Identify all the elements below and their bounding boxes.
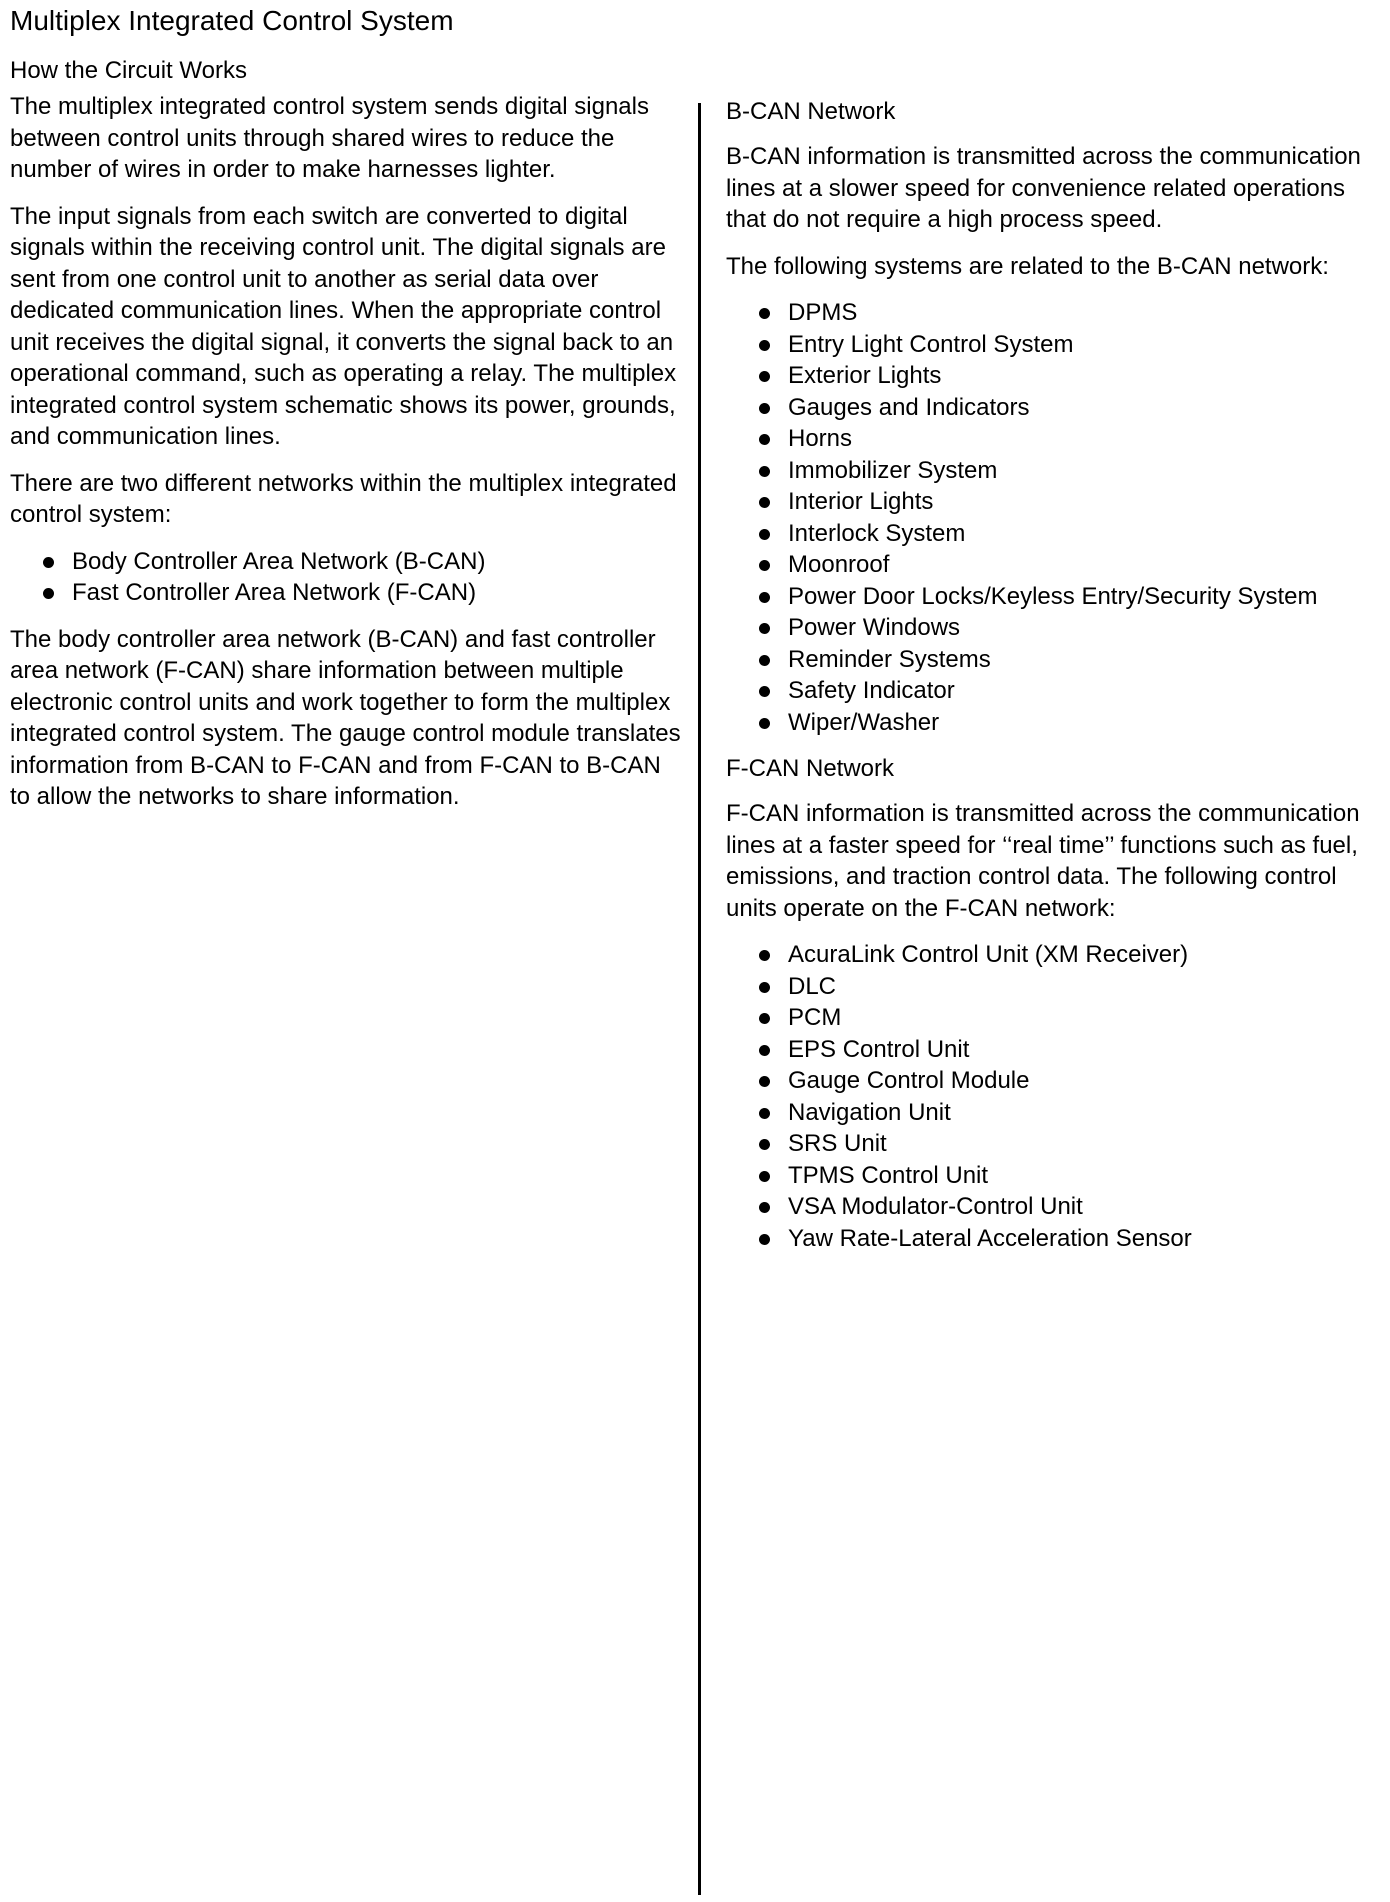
fcan-units-list xyxy=(726,939,1386,1254)
column-divider xyxy=(698,103,701,1895)
list-item: Immobilizer System xyxy=(726,455,1386,487)
list-item: Body Controller Area Network (B-CAN) xyxy=(10,546,686,578)
list-item: Exterior Lights xyxy=(726,360,1386,392)
left-column xyxy=(10,55,686,828)
list-item: DPMS xyxy=(726,297,1386,329)
network-list xyxy=(10,546,686,609)
list-item: PCM xyxy=(726,1002,1386,1034)
list-item: TPMS Control Unit xyxy=(726,1160,1386,1192)
paragraph-shared-info: The body controller area network (B-CAN) and fast controller area network (F-CAN) share information between multiple electronic control units and work together to form the multiplex integrated control system. The gauge control module translates information from B-CAN to F-CAN and from F-CAN to B-CAN to allow the networks to share information. xyxy=(10,625,681,810)
list-item: VSA Modulator-Control Unit xyxy=(726,1191,1386,1223)
list-item: DLC xyxy=(726,971,1386,1003)
list-item: Gauges and Indicators xyxy=(726,392,1386,424)
bcan-systems-list xyxy=(726,297,1386,738)
list-item: Reminder Systems xyxy=(726,644,1386,676)
list-item: Navigation Unit xyxy=(726,1097,1386,1129)
paragraph-networks-intro: There are two different networks within the multiplex integrated control system: xyxy=(10,469,677,528)
section-heading-how-circuit-works: How the Circuit Works xyxy=(10,57,247,84)
list-item: Interlock System xyxy=(726,518,1386,550)
paragraph-bcan-systems: The following systems are related to the B-CAN network: xyxy=(726,252,1329,280)
list-item: Moonroof xyxy=(726,549,1386,581)
list-item: Gauge Control Module xyxy=(726,1065,1386,1097)
list-item: Power Door Locks/Keyless Entry/Security System xyxy=(726,581,1386,613)
list-item: Safety Indicator xyxy=(726,675,1386,707)
right-column xyxy=(726,96,1386,1269)
list-item: Fast Controller Area Network (F-CAN) xyxy=(10,577,686,609)
paragraph-signals: The input signals from each switch are converted to digital signals within the receiving control unit. The digital signals are sent from one control unit to another as serial data over dedicated communication lines. When the appropriate control unit receives the digital signal, it converts the signal back to an operational command, such as operating a relay. The multiplex integrated control system schematic shows its power, grounds, and communication lines. xyxy=(10,202,677,450)
paragraph-fcan-info: F-CAN information is transmitted across the communication lines at a faster speed for ‘‘real time’’ functions such as fuel, emissions, and traction control data. The following control units operate on the F-CAN network: xyxy=(726,800,1360,922)
list-item: AcuraLink Control Unit (XM Receiver) xyxy=(726,939,1386,971)
list-item: Interior Lights xyxy=(726,486,1386,518)
list-item: Entry Light Control System xyxy=(726,329,1386,361)
list-item: Power Windows xyxy=(726,612,1386,644)
section-heading-bcan: B-CAN Network xyxy=(726,98,896,125)
page-title: Multiplex Integrated Control System xyxy=(10,5,454,36)
list-item: Yaw Rate-Lateral Acceleration Sensor xyxy=(726,1223,1386,1255)
paragraph-bcan-info: B-CAN information is transmitted across the communication lines at a slower speed for convenience related operations that do not require a high process speed. xyxy=(726,143,1361,233)
list-item: EPS Control Unit xyxy=(726,1034,1386,1066)
section-heading-fcan: F-CAN Network xyxy=(726,755,895,782)
list-item: Wiper/Washer xyxy=(726,707,1386,739)
list-item: SRS Unit xyxy=(726,1128,1386,1160)
list-item: Horns xyxy=(726,423,1386,455)
paragraph-intro: The multiplex integrated control system sends digital signals between control units through shared wires to reduce the number of wires in order to make harnesses lighter. xyxy=(10,93,649,183)
